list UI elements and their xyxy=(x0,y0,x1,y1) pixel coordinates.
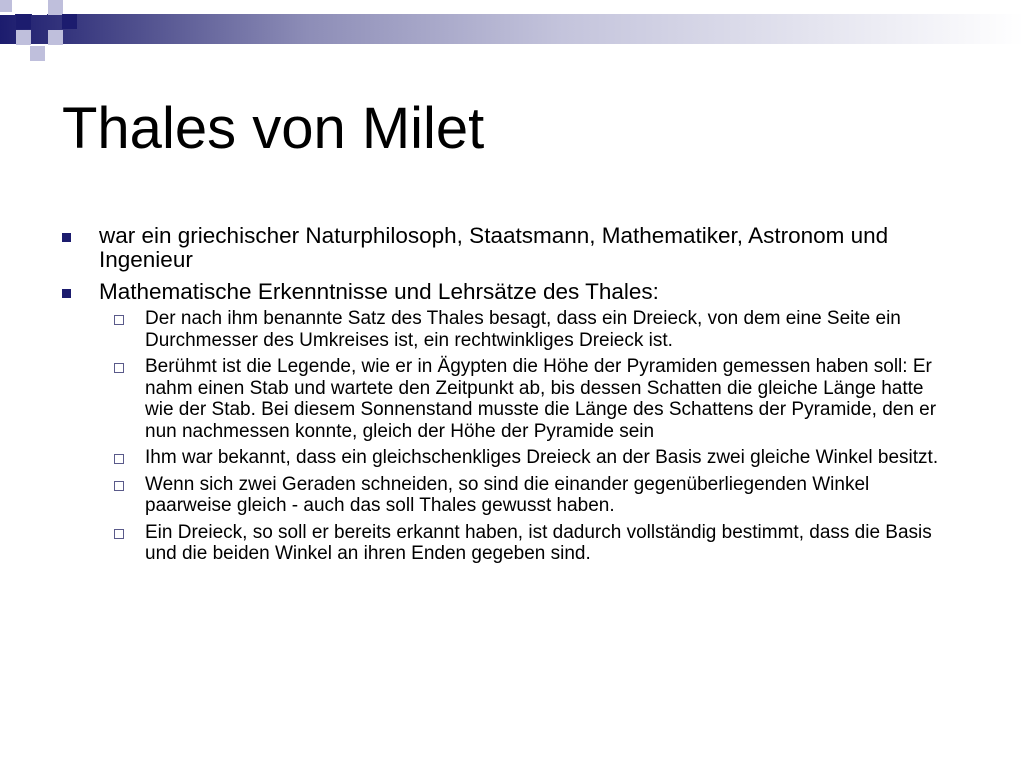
square-bullet-icon xyxy=(62,233,71,242)
sub-bullet-item xyxy=(114,474,951,517)
slide-body xyxy=(62,224,967,570)
sub-bullet-text: Berühmt ist die Legende, wie er in Ägypten die Höhe der Pyramiden gemessen haben soll: Er nahm einen Stab und wartete den Zeitpunkt ab, bis dessen Schatten die gleiche Länge hatte wie der Stab. Bei diesem Sonnenstand musste die Länge des Schattens der Pyramide, den er nun nachmessen konnte, gleich der Höhe der Pyramide sein xyxy=(145,356,937,442)
sub-bullet-text: Ihm war bekannt, dass ein gleichschenkliges Dreieck an der Basis zwei gleiche Winkel besitzt. xyxy=(145,447,939,468)
sub-bullet-text: Wenn sich zwei Geraden schneiden, so sind die einander gegenüberliegenden Winkel paarweise gleich - auch das soll Thales gewusst haben. xyxy=(145,473,870,516)
sub-bullet-item xyxy=(114,356,951,442)
slide-title: Thales von Milet xyxy=(62,96,485,161)
bullet-text: Mathematische Erkenntnisse und Lehrsätze des Thales: xyxy=(99,279,659,304)
bullet-item xyxy=(62,224,967,272)
sub-bullet-item xyxy=(114,308,951,351)
hollow-square-bullet-icon xyxy=(114,363,124,373)
sub-bullet-list xyxy=(62,308,967,565)
hollow-square-bullet-icon xyxy=(114,529,124,539)
sub-bullet-text: Ein Dreieck, so soll er bereits erkannt haben, ist dadurch vollständig bestimmt, dass die Basis und die beiden Winkel an ihren Enden gegeben sind. xyxy=(145,521,932,564)
header-gradient-bar xyxy=(0,14,1024,44)
hollow-square-bullet-icon xyxy=(114,454,124,464)
hollow-square-bullet-icon xyxy=(114,315,124,325)
bullet-item xyxy=(62,280,967,304)
sub-bullet-item xyxy=(114,522,951,565)
sub-bullet-item xyxy=(114,447,951,469)
square-bullet-icon xyxy=(62,289,71,298)
hollow-square-bullet-icon xyxy=(114,481,124,491)
sub-bullet-text: Der nach ihm benannte Satz des Thales besagt, dass ein Dreieck, von dem eine Seite ein Durchmesser des Umkreises ist, ein rechtwinkliges Dreieck ist. xyxy=(145,308,901,351)
bullet-text: war ein griechischer Naturphilosoph, Staatsmann, Mathematiker, Astronom und Ingenieur xyxy=(99,223,889,272)
